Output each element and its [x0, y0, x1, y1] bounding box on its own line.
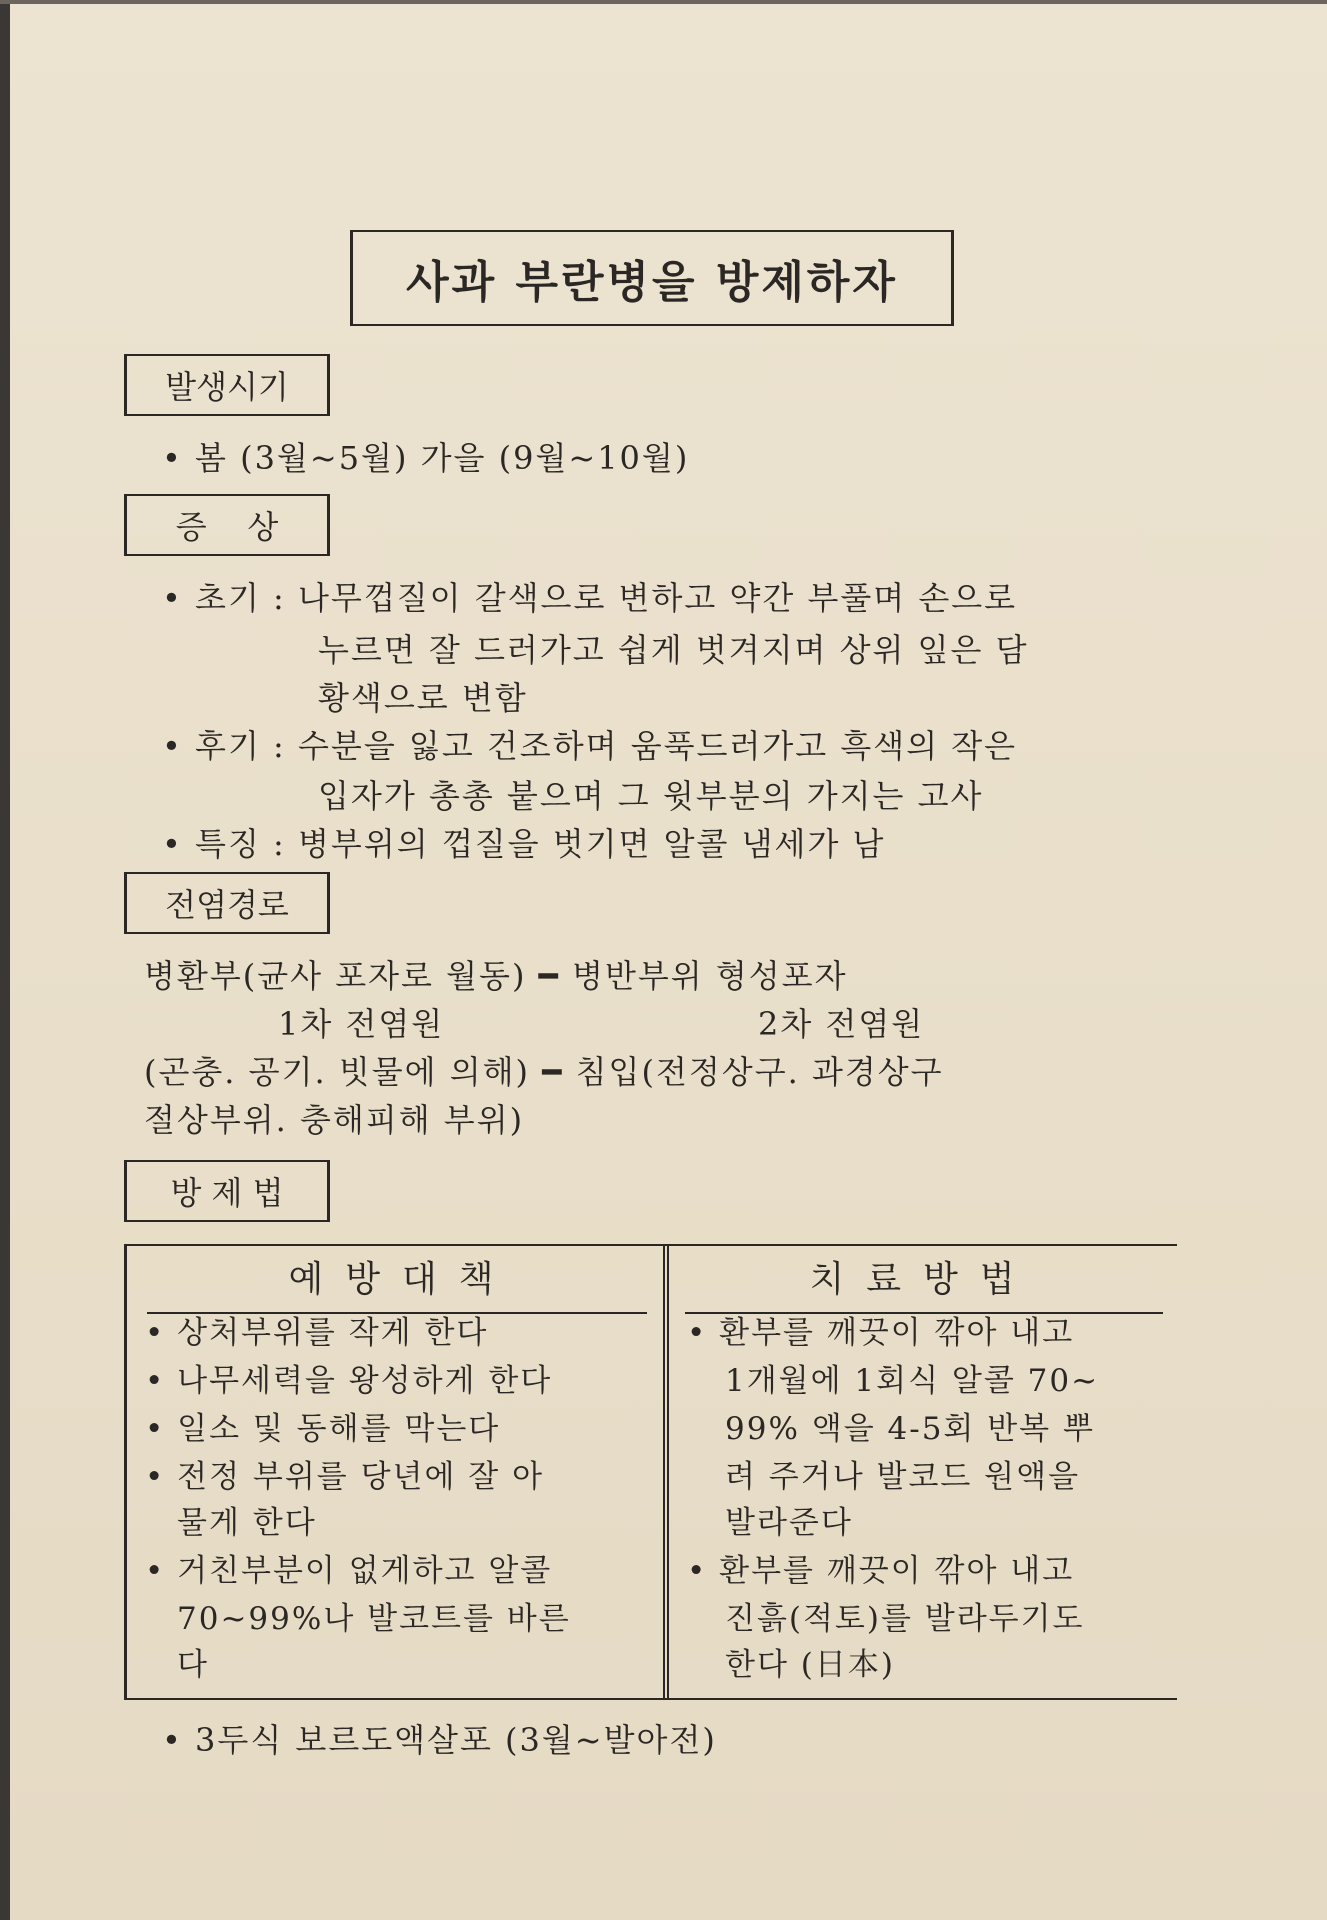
treatment-item: 려 주거나 발코드 원액을 [725, 1459, 1081, 1495]
prevention-item: • 전정 부위를 당년에 잘 아 [145, 1459, 545, 1495]
table-column-divider [663, 1246, 669, 1698]
prevention-item: 70~99%나 발코트를 바른 [177, 1601, 571, 1637]
prevention-item: • 나무세력을 왕성하게 한다 [145, 1363, 553, 1399]
treatment-item: 한다 (日本) [725, 1647, 895, 1683]
treatment-item: 1개월에 1회식 알콜 70~ [725, 1363, 1100, 1399]
occurrence-line: • 봄 (3월~5월) 가을 (9월~10월) [162, 439, 690, 477]
document-title: 사과 부란병을 방제하자 [406, 257, 898, 308]
prevention-item: 물게 한다 [177, 1505, 317, 1541]
symptom-line: • 후기 : 수분을 잃고 건조하며 움푹드러가고 흑색의 작은 [162, 727, 1018, 765]
prevention-item: • 일소 및 동해를 막는다 [145, 1411, 501, 1447]
title-box [350, 230, 954, 326]
treatment-item: 99% 액을 4-5회 반복 뿌 [725, 1411, 1095, 1447]
transmission-source-1: 1차 전염원 [278, 1005, 445, 1043]
symptom-line: • 초기 : 나무껍질이 갈색으로 변하고 약간 부풀며 손으로 [162, 579, 1018, 617]
section-label-symptoms: 증 상 [124, 494, 330, 556]
section-label-control: 방 제 법 [124, 1160, 330, 1222]
transmission-line: 절상부위. 충해피해 부위) [144, 1101, 525, 1139]
section-label-occurrence: 발생시기 [124, 354, 330, 416]
page-top-edge [0, 0, 1327, 4]
prevention-item: • 거친부분이 없게하고 알콜 [145, 1553, 553, 1589]
transmission-line: (곤충. 공기. 빗물에 의해) ━ 침입(전정상구. 과경상구 [144, 1053, 944, 1091]
treatment-item: • 환부를 깨끗이 깎아 내고 [687, 1553, 1075, 1589]
treatment-item: • 환부를 깨끗이 깎아 내고 [687, 1315, 1075, 1351]
section-label-transmission: 전염경로 [124, 872, 330, 934]
control-footer-note: • 3두식 보르도액살포 (3월~발아전) [162, 1721, 717, 1759]
prevention-item: 다 [177, 1647, 209, 1683]
symptom-line: 입자가 총총 붙으며 그 윗부분의 가지는 고사 [318, 777, 984, 815]
page-edge-shadow [0, 0, 10, 1920]
prevention-item: • 상처부위를 작게 한다 [145, 1315, 489, 1351]
treatment-item: 진흙(적토)를 발라두기도 [725, 1601, 1085, 1637]
symptom-line: 누르면 잘 드러가고 쉽게 벗겨지며 상위 잎은 담 [318, 631, 1029, 669]
symptom-line: • 특징 : 병부위의 껍질을 벗기면 알콜 냄세가 남 [162, 825, 886, 863]
treatment-item: 발라준다 [725, 1505, 853, 1541]
transmission-line: 병환부(균사 포자로 월동) ━ 병반부위 형성포자 [144, 957, 848, 995]
transmission-source-2: 2차 전염원 [758, 1005, 925, 1043]
prevention-header: 예방대책 [288, 1259, 516, 1300]
symptom-line: 황색으로 변함 [318, 679, 528, 717]
control-table [124, 1244, 1177, 1700]
treatment-header: 치료방법 [809, 1259, 1037, 1300]
